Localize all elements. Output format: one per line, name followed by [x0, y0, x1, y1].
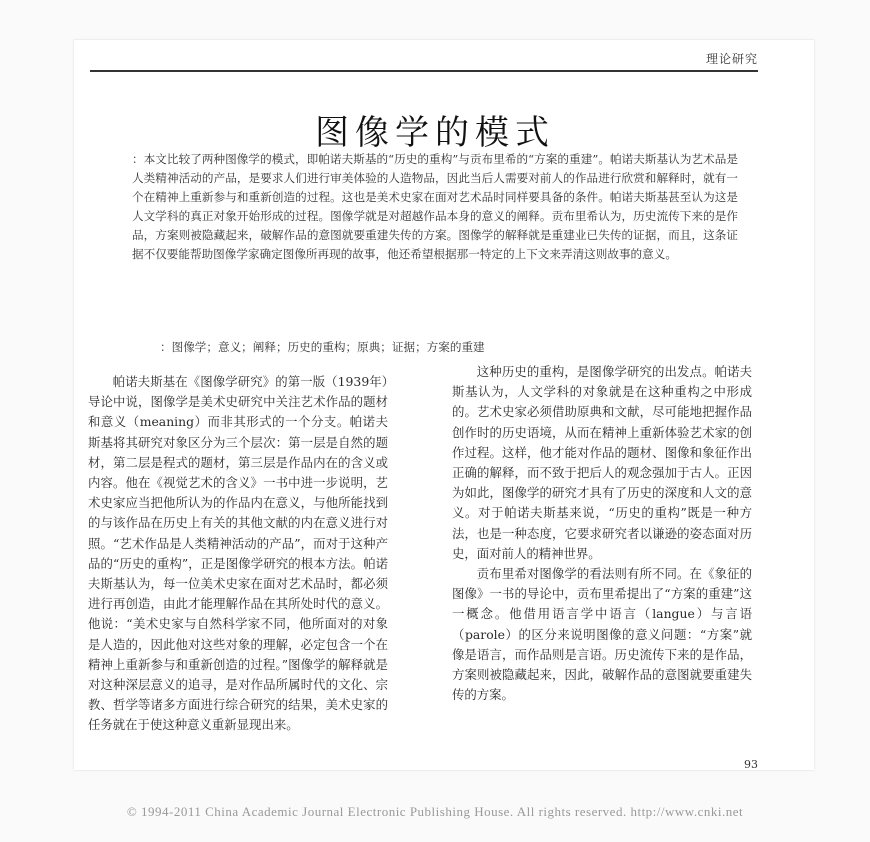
- page-number: 93: [744, 758, 758, 771]
- section-label: 理论研究: [705, 52, 758, 66]
- paragraph: 帕诺夫斯基在《图像学研究》的第一版（1939年）导论中说，图像学是美术史研究中关注艺术作品的题材和意义（meaning）而非其形式的一个分支。帕诺夫斯基将其研究对象区分为三个层次：第一层是自然的题材，第二层是程式的题材，第三层是作品内在的含义或内容。他在《视觉艺术的含义》一书中进一步说明，艺术史家应当把他所认为的作品内在意义，与他所能找到的与该作品在历史上有关的其他文献的内在意义进行对照。“艺术作品是人类精神活动的产品”，而对于这种产品的“历史的重构”，正是图像学研究的根本方法。帕诺夫斯基认为，每一位美术史家在面对艺术品时，都必须进行再创造，由此才能理解作品在其所处时代的意义。他说：“美术史家与自然科学家不同，他所面对的对象是人造的，因此他对这些对象的理解，必定包含一个在精神上重新参与和重新创造的过程。”图像学的解释就是对这种深层意义的追寻，是对作品所属时代的文化、宗教、哲学等诸多方面进行综合研究的结果，美术史家的任务就在于使这种意义重新显现出来。: [88, 374, 388, 733]
- article-title: 图像学的模式: [315, 112, 555, 153]
- copyright-footer: © 1994-2011 China Academic Journal Electronic Publishing House. All rights reserved. http://www.cnki.net: [126, 804, 744, 819]
- abstract: ：本文比较了两种图像学的模式，即帕诺夫斯基的“历史的重构”与贡布里希的“方案的重建”。帕诺夫斯基认为艺术品是人类精神活动的产品，是要求人们进行审美体验的人造物品，因此当后人需要对前人的作品进行欣赏和解释时，就有一个在精神上重新参与和重新创造的过程。这也是美术史家在面对艺术品时同样要具备的条件。帕诺夫斯基甚至认为这是人文学科的真正对象开始形成的过程。图像学就是对超越作品本身的意义的阐释。贡布里希认为，历史流传下来的是作品，方案则被隐藏起来，破解作品的意图就要重建失传的方案。图像学的解释就是重建业已失传的证据，而且，这条证据不仅要能帮助图像学家确定图像所再现的故事，他还希望根据那一特定的上下文来弄清这则故事的意义。: [132, 152, 738, 261]
- keywords: ：图像学；意义；阐释；历史的重构；原典；证据；方案的重建: [160, 340, 485, 354]
- body-column-right: [452, 362, 752, 705]
- body-column-left: [88, 362, 388, 736]
- paragraph: 这种历史的重构，是图像学研究的出发点。帕诺夫斯基认为，人文学科的对象就是在这种重构之中形成的。艺术史家必须借助原典和文献，尽可能地把握作品创作时的历史语境，从而在精神上重新体验艺术家的创作过程。这样，他才能对作品的题材、图像和象征作出正确的解释，而不致于把后人的观念强加于古人。正因为如此，图像学的研究才具有了历史的深度和人文的意义。对于帕诺夫斯基来说，“历史的重构”既是一种方法，也是一种态度，它要求研究者以谦逊的姿态面对历史，面对前人的精神世界。: [452, 364, 752, 561]
- header-rule: [90, 70, 758, 72]
- paragraph: 贡布里希对图像学的看法则有所不同。在《象征的图像》一书的导论中，贡布里希提出了“方案的重建”这一概念。他借用语言学中语言（langue）与言语（parole）的区分来说明图像的意义问题：“方案”就像是语言，而作品则是言语。历史流传下来的是作品，方案则被隐藏起来，因此，破解作品的意图就要重建失传的方案。: [452, 566, 752, 703]
